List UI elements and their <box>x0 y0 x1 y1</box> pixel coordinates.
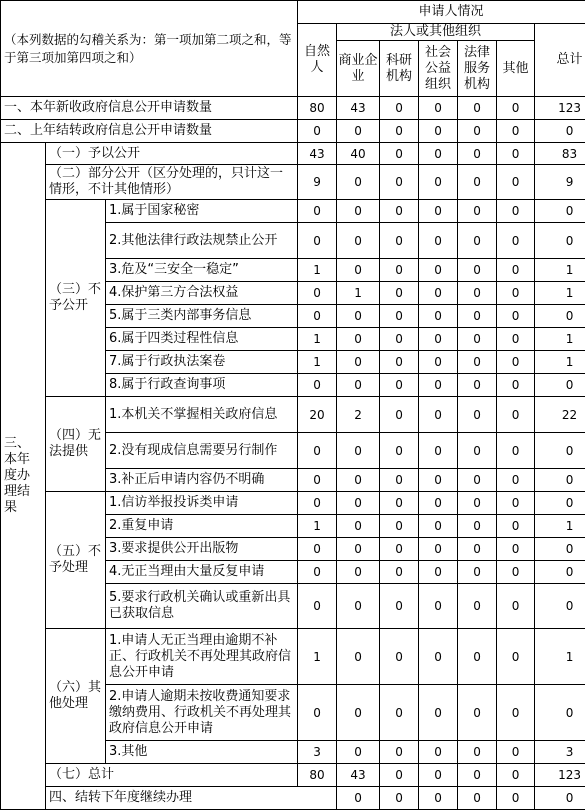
cell-value: 0 <box>458 685 497 741</box>
cell-value: 0 <box>458 328 497 351</box>
row-label: 1.属于国家秘密 <box>106 200 298 223</box>
cell-value: 0 <box>380 764 419 787</box>
cell-value: 0 <box>298 282 337 305</box>
header-legal-group: 法人或其他组织 <box>337 24 535 41</box>
cell-value: 0 <box>380 515 419 538</box>
table-body <box>1 1 585 810</box>
cell-value: 0 <box>298 538 337 561</box>
cell-value: 1 <box>535 515 585 538</box>
cell-value: 0 <box>380 143 419 165</box>
cell-value: 0 <box>419 165 458 200</box>
cell-value: 0 <box>497 469 535 492</box>
cell-value: 0 <box>337 374 380 397</box>
cell-value: 0 <box>337 685 380 741</box>
cell-value: 0 <box>380 584 419 629</box>
cell-value: 0 <box>298 469 337 492</box>
header-applicant: 申请人情况 <box>298 1 585 24</box>
row-label: 2.没有现成信息需要另行制作 <box>106 433 298 469</box>
cell-value: 0 <box>497 764 535 787</box>
group3-label: （三）不予公开 <box>46 200 106 397</box>
row-label: 1.申请人无正当理由逾期不补正、行政机关不再处理其政府信息公开申请 <box>106 629 298 685</box>
table-row <box>1 397 585 433</box>
cell-value: 43 <box>298 143 337 165</box>
cell-value: 0 <box>458 515 497 538</box>
table-row <box>1 97 585 120</box>
table-row <box>1 165 585 200</box>
cell-value: 0 <box>380 787 419 810</box>
cell-value: 0 <box>535 120 585 143</box>
cell-value: 0 <box>535 538 585 561</box>
cell-value: 1 <box>535 351 585 374</box>
cell-value: 0 <box>337 515 380 538</box>
cell-value: 20 <box>298 397 337 433</box>
cell-value: 0 <box>419 584 458 629</box>
cell-value: 0 <box>535 492 585 515</box>
cell-value: 1 <box>535 259 585 282</box>
cell-value: 0 <box>380 165 419 200</box>
cell-value: 0 <box>535 685 585 741</box>
cell-value: 0 <box>497 282 535 305</box>
table-row <box>1 787 585 810</box>
col-legal-service: 法律服务机构 <box>458 41 497 97</box>
cell-value: 0 <box>497 374 535 397</box>
group5-label: （五）不予处理 <box>46 492 106 629</box>
cell-value: 0 <box>458 120 497 143</box>
cell-value: 0 <box>458 787 497 810</box>
cell-value: 1 <box>298 351 337 374</box>
table-row <box>1 120 585 143</box>
cell-value: 0 <box>419 515 458 538</box>
cell-value: 0 <box>380 469 419 492</box>
cell-value: 0 <box>380 328 419 351</box>
cell-value: 0 <box>337 561 380 584</box>
col-total: 总计 <box>535 24 585 97</box>
cell-value: 0 <box>337 120 380 143</box>
cell-value: 0 <box>458 584 497 629</box>
cell-value: 123 <box>535 764 585 787</box>
cell-value: 0 <box>458 282 497 305</box>
cell-value: 0 <box>419 305 458 328</box>
cell-value: 3 <box>298 741 337 764</box>
cell-value: 0 <box>458 305 497 328</box>
cell-value: 0 <box>337 629 380 685</box>
row-label: 7.属于行政执法案卷 <box>106 351 298 374</box>
cell-value: 0 <box>380 374 419 397</box>
cell-value: 0 <box>419 787 458 810</box>
cell-value: 0 <box>458 629 497 685</box>
col-public-welfare: 社会公益组织 <box>419 41 458 97</box>
cell-value: 0 <box>419 374 458 397</box>
cell-value: 0 <box>298 561 337 584</box>
col-natural-person: 自然人 <box>298 24 337 97</box>
cell-value: 0 <box>337 259 380 282</box>
row-label: 3.其他 <box>106 741 298 764</box>
cell-value: 0 <box>497 584 535 629</box>
cell-value: 0 <box>298 374 337 397</box>
cell-value: 0 <box>419 685 458 741</box>
cell-value: 0 <box>337 741 380 764</box>
header-note: （本列数据的勾稽关系为：第一项加第二项之和，等于第三项加第四项之和） <box>1 1 298 97</box>
row-label: 3.补正后申请内容仍不明确 <box>106 469 298 492</box>
row-label: 6.属于四类过程性信息 <box>106 328 298 351</box>
cell-value: 0 <box>419 143 458 165</box>
cell-value: 9 <box>298 165 337 200</box>
cell-value: 0 <box>535 561 585 584</box>
cell-value: 0 <box>380 397 419 433</box>
cell-value: 0 <box>380 97 419 120</box>
cell-value: 0 <box>458 165 497 200</box>
row-label: 5.属于三类内部事务信息 <box>106 305 298 328</box>
cell-value: 0 <box>458 492 497 515</box>
cell-value: 0 <box>380 538 419 561</box>
cell-value: 0 <box>419 200 458 223</box>
cell-value: 0 <box>380 351 419 374</box>
cell-value: 0 <box>419 223 458 259</box>
cell-value: 0 <box>380 561 419 584</box>
cell-value: 0 <box>535 223 585 259</box>
cell-value: 0 <box>380 741 419 764</box>
table-row <box>1 200 585 223</box>
cell-value: 0 <box>535 200 585 223</box>
cell-value: 0 <box>298 584 337 629</box>
cell-value: 0 <box>337 469 380 492</box>
row-label: 4.保护第三方合法权益 <box>106 282 298 305</box>
cell-value: 0 <box>419 469 458 492</box>
row-label: 2.申请人逾期未按收费通知要求缴纳费用、行政机关不再处理其政府信息公开申请 <box>106 685 298 741</box>
cell-value: 1 <box>298 515 337 538</box>
cell-value: 1 <box>535 328 585 351</box>
cell-value: 0 <box>419 561 458 584</box>
cell-value: 40 <box>337 143 380 165</box>
cell-value: 0 <box>337 584 380 629</box>
cell-value: 0 <box>419 259 458 282</box>
row-label: 2.其他法律行政法规禁止公开 <box>106 223 298 259</box>
group6-label: （六）其他处理 <box>46 629 106 764</box>
cell-value: 0 <box>497 561 535 584</box>
cell-value: 0 <box>535 433 585 469</box>
cell-value: 0 <box>497 538 535 561</box>
cell-value: 0 <box>458 143 497 165</box>
cell-value: 2 <box>337 397 380 433</box>
cell-value: 0 <box>535 374 585 397</box>
cell-value: 0 <box>497 492 535 515</box>
cell-value: 0 <box>497 629 535 685</box>
cell-value: 0 <box>337 433 380 469</box>
cell-value: 0 <box>337 351 380 374</box>
row-label: 2.重复申请 <box>106 515 298 538</box>
cell-value: 0 <box>497 143 535 165</box>
cell-value: 0 <box>298 492 337 515</box>
cell-value: 0 <box>497 351 535 374</box>
row-label: 4.无正当理由大量反复申请 <box>106 561 298 584</box>
row-label: 1.本机关不掌握相关政府信息 <box>106 397 298 433</box>
cell-value: 0 <box>458 97 497 120</box>
cell-value: 3 <box>535 741 585 764</box>
cell-value: 0 <box>458 200 497 223</box>
cell-value: 0 <box>497 685 535 741</box>
cell-value: 1 <box>298 328 337 351</box>
cell-value: 0 <box>337 305 380 328</box>
cell-value: 0 <box>298 685 337 741</box>
cell-value: 0 <box>497 223 535 259</box>
cell-value: 0 <box>497 787 535 810</box>
cell-value: 1 <box>535 282 585 305</box>
table-row <box>1 629 585 685</box>
cell-value: 0 <box>380 433 419 469</box>
row-label: 1.信访举报投诉类申请 <box>106 492 298 515</box>
cell-value: 0 <box>497 741 535 764</box>
cell-value: 1 <box>535 629 585 685</box>
cell-value: 0 <box>458 741 497 764</box>
cell-value: 0 <box>298 200 337 223</box>
cell-value: 0 <box>337 492 380 515</box>
cell-value: 0 <box>298 120 337 143</box>
cell-value: 0 <box>497 97 535 120</box>
cell-value: 43 <box>337 764 380 787</box>
cell-value: 1 <box>298 259 337 282</box>
cell-value: 0 <box>337 538 380 561</box>
cell-value: 0 <box>337 200 380 223</box>
cell-value: 0 <box>337 328 380 351</box>
cell-value: 0 <box>337 165 380 200</box>
cell-value: 0 <box>458 538 497 561</box>
row-label: 3.要求提供公开出版物 <box>106 538 298 561</box>
cell-value: 0 <box>535 584 585 629</box>
cell-value: 0 <box>458 764 497 787</box>
cell-value: 0 <box>419 328 458 351</box>
cell-value: 0 <box>337 223 380 259</box>
row-label: （一）予以公开 <box>46 143 298 165</box>
row-label: 二、上年结转政府信息公开申请数量 <box>1 120 298 143</box>
cell-value: 0 <box>298 223 337 259</box>
table-row <box>1 764 585 787</box>
group4-label: （四）无法提供 <box>46 397 106 492</box>
cell-value: 0 <box>380 259 419 282</box>
cell-value: 0 <box>497 328 535 351</box>
cell-value: 0 <box>380 223 419 259</box>
cell-value: 0 <box>458 397 497 433</box>
section3-label: 三、本年度办理结果 <box>1 143 46 810</box>
cell-value: 0 <box>380 685 419 741</box>
cell-value: 0 <box>337 787 380 810</box>
cell-value: 0 <box>458 351 497 374</box>
col-business: 商业企业 <box>337 41 380 97</box>
cell-value: 83 <box>535 143 585 165</box>
row-label: 一、本年新收政府信息公开申请数量 <box>1 97 298 120</box>
cell-value: 0 <box>419 351 458 374</box>
cell-value: 0 <box>458 469 497 492</box>
cell-value: 0 <box>458 259 497 282</box>
cell-value: 22 <box>535 397 585 433</box>
cell-value: 0 <box>497 259 535 282</box>
cell-value: 0 <box>458 374 497 397</box>
cell-value: 0 <box>419 538 458 561</box>
cell-value: 0 <box>419 397 458 433</box>
cell-value: 0 <box>458 433 497 469</box>
cell-value: 0 <box>380 282 419 305</box>
cell-value: 0 <box>458 223 497 259</box>
cell-value: 0 <box>380 492 419 515</box>
cell-value: 0 <box>497 165 535 200</box>
cell-value: 43 <box>337 97 380 120</box>
cell-value: 0 <box>380 305 419 328</box>
cell-value: 0 <box>535 787 585 810</box>
cell-value: 1 <box>298 629 337 685</box>
cell-value: 0 <box>458 561 497 584</box>
cell-value: 1 <box>337 282 380 305</box>
cell-value: 0 <box>380 629 419 685</box>
cell-value: 0 <box>497 120 535 143</box>
row-label: 四、结转下年度继续办理 <box>46 787 337 810</box>
cell-value: 0 <box>419 492 458 515</box>
row-label: 5.要求行政机关确认或重新出具已获取信息 <box>106 584 298 629</box>
cell-value: 0 <box>497 305 535 328</box>
cell-value: 0 <box>298 433 337 469</box>
col-research: 科研机构 <box>380 41 419 97</box>
cell-value: 0 <box>419 629 458 685</box>
cell-value: 0 <box>535 469 585 492</box>
row-label: （七）总计 <box>46 764 298 787</box>
cell-value: 0 <box>419 741 458 764</box>
cell-value: 0 <box>419 97 458 120</box>
cell-value: 0 <box>497 515 535 538</box>
cell-value: 0 <box>380 120 419 143</box>
cell-value: 80 <box>298 97 337 120</box>
col-other: 其他 <box>497 41 535 97</box>
cell-value: 9 <box>535 165 585 200</box>
cell-value: 0 <box>497 433 535 469</box>
cell-value: 0 <box>380 200 419 223</box>
cell-value: 123 <box>535 97 585 120</box>
cell-value: 0 <box>419 120 458 143</box>
cell-value: 0 <box>419 764 458 787</box>
cell-value: 0 <box>298 305 337 328</box>
row-label: （二）部分公开（区分处理的，只计这一情形，不计其他情形） <box>46 165 298 200</box>
cell-value: 0 <box>419 433 458 469</box>
table-row <box>1 492 585 515</box>
row-label: 3.危及“三安全一稳定” <box>106 259 298 282</box>
cell-value: 80 <box>298 764 337 787</box>
table-row <box>1 143 585 165</box>
row-label: 8.属于行政查询事项 <box>106 374 298 397</box>
cell-value: 0 <box>419 282 458 305</box>
cell-value: 0 <box>497 200 535 223</box>
cell-value: 0 <box>497 397 535 433</box>
cell-value: 0 <box>535 305 585 328</box>
